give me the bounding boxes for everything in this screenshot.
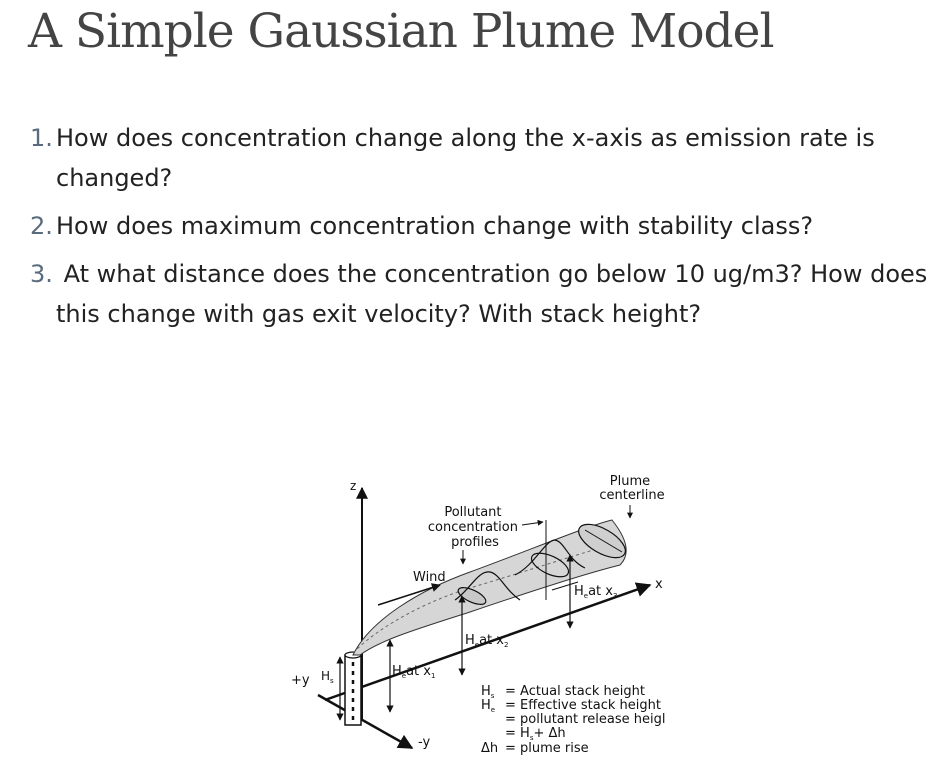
legend-he-text: = Effective stack height <box>505 698 661 713</box>
question-list <box>30 118 935 342</box>
y-axis-line <box>318 695 412 748</box>
pos-y-axis-label: +y <box>291 673 310 688</box>
question-item <box>30 118 930 198</box>
question-item <box>30 254 935 334</box>
he-x2-label: $H_eat$ $x_2$ <box>465 633 509 649</box>
question-number: 2. <box>30 212 53 240</box>
legend-he-text2: = pollutant release heigl <box>505 712 666 727</box>
legend-he-text3: = $H_s+ \Delta h$ <box>505 726 566 742</box>
question-number: 3. <box>30 260 53 288</box>
pollutant-profiles-label: Pollutant concentration profiles <box>427 505 518 550</box>
gaussian-plume-diagram <box>285 465 685 765</box>
legend-dh-text: = plume rise <box>505 741 589 756</box>
legend-hs-text: = Actual stack height <box>505 684 645 699</box>
he-x3-label: $H_eat$ $x_3$ <box>574 584 618 600</box>
x-axis-label: x <box>655 577 663 592</box>
question-text: How does maximum concentration change with stability class? <box>56 212 814 240</box>
slide-title: A Simple Gaussian Plume Model <box>28 4 774 59</box>
wind-label: Wind <box>413 570 446 585</box>
question-text: At what distance does the concentration go below 10 ug/m3? How does this change with gas exit velocity? With stack height? <box>56 260 935 328</box>
diagram-legend <box>481 684 665 756</box>
question-text: How does concentration change along the x-axis as emission rate is changed? <box>56 124 875 192</box>
plume-centerline-label: Plume centerline <box>599 474 665 503</box>
neg-y-axis-label: -y <box>418 735 431 750</box>
concentration-pointer-arrow <box>522 522 543 525</box>
stack-height-label: $H_s$ <box>321 669 334 685</box>
question-number: 1. <box>30 124 53 152</box>
legend-hs-symbol: $H_s$ <box>481 684 495 700</box>
legend-he-symbol: $H_e$ <box>481 698 496 714</box>
z-axis-label: z <box>350 479 357 493</box>
question-item <box>30 206 930 246</box>
he-x1-label: $H_eat$ $x_1$ <box>392 664 436 680</box>
legend-dh-symbol: Δh <box>481 741 499 756</box>
